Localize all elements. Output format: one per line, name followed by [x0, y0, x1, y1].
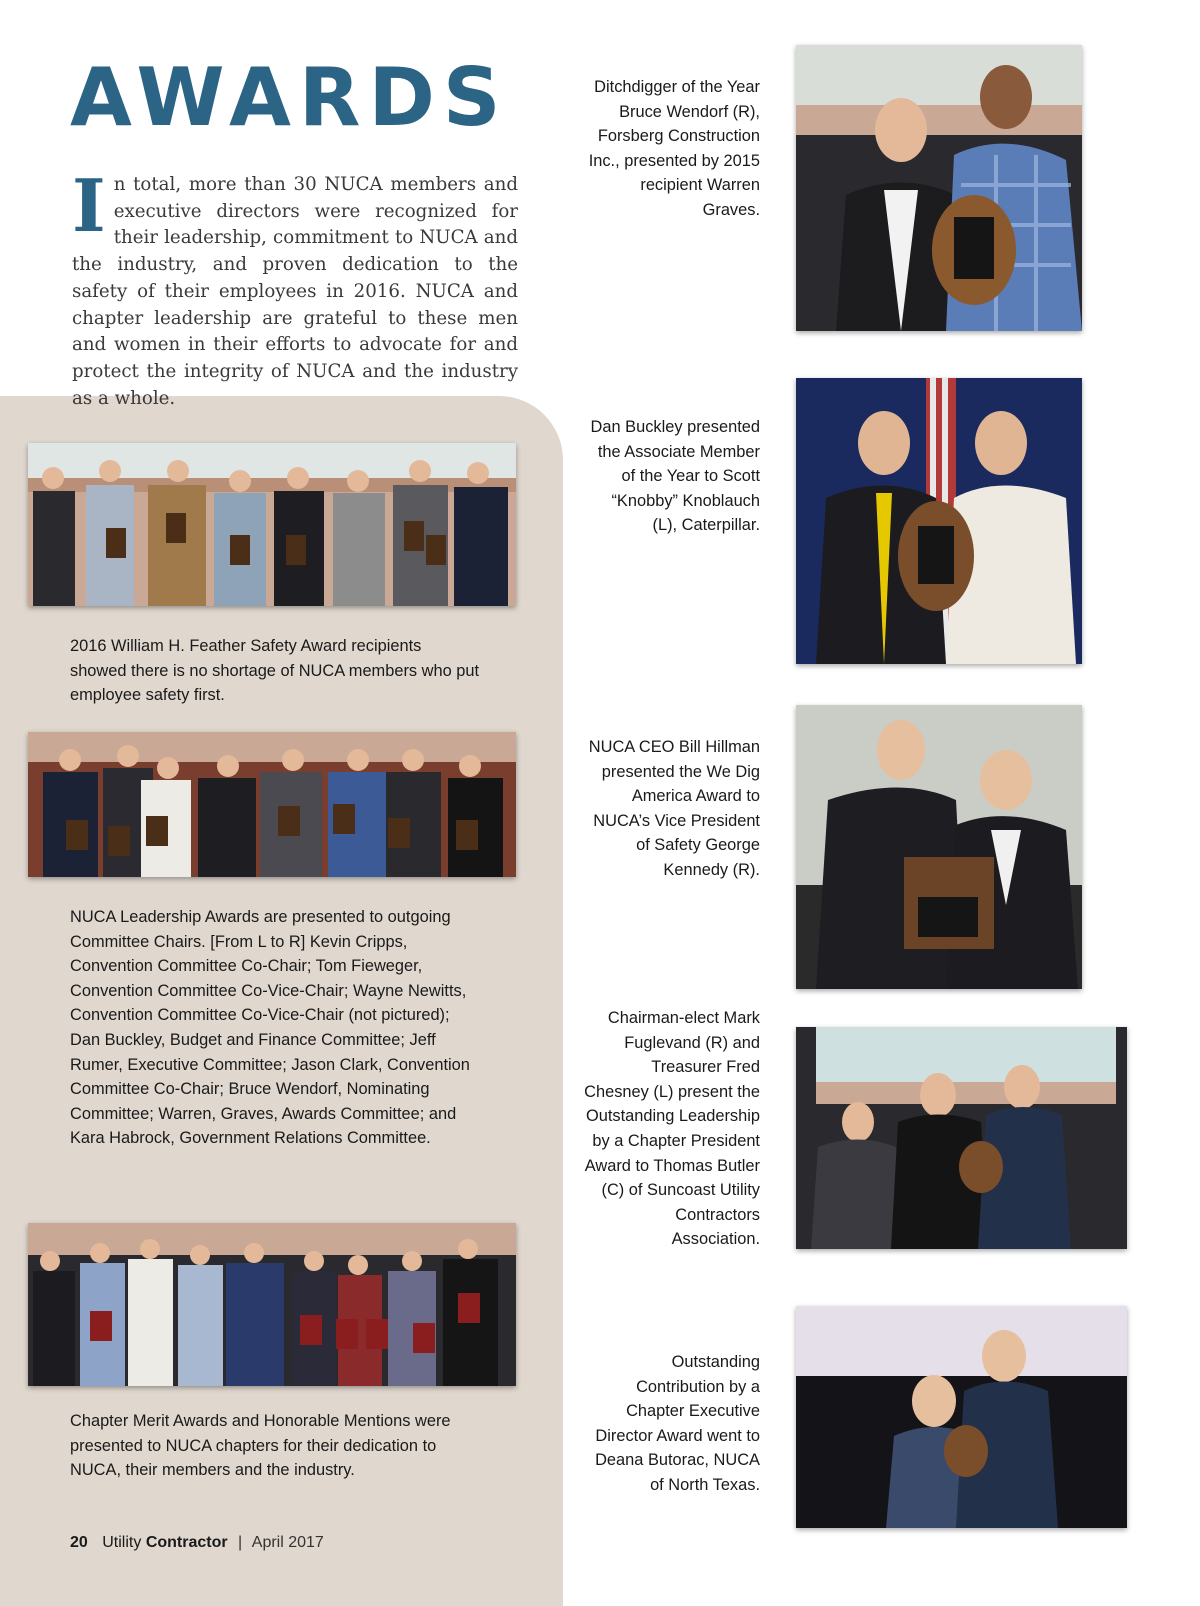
photo-leadership-awards-group [28, 732, 516, 877]
page-number: 20 [70, 1534, 88, 1551]
intro-text: n total, more than 30 NUCA members and executive directors were recognized for their leadership, commitment to NUCA and the industry, and proven dedication to the safety of their employees in 2016. NUCA and chapter leadership are grateful to these men and women in their efforts to advocate for and protect the integrity of NUCA and the industry as a whole. [72, 174, 518, 409]
caption-associate-member: Dan Buckley presented the Associate Member of the Year to Scott “Knobby” Knoblauch (L), Caterpillar. [590, 418, 760, 535]
photo-safety-award-group [28, 443, 516, 606]
caption-chapter-president: Chairman-elect Mark Fuglevand (R) and Treasurer Fred Chesney (L) present the Outstanding Leadership by a Chapter President Award to Thomas Butler (C) of Suncoast Utility Contractors Association. [584, 1009, 760, 1249]
footer-separator: | [238, 1534, 243, 1551]
photo-chapter-merit-group [28, 1223, 516, 1386]
photo-associate-member [796, 378, 1082, 664]
photo-executive-director [796, 1306, 1127, 1528]
photo-chapter-president [796, 1027, 1127, 1249]
photo-ditchdigger [796, 45, 1082, 331]
intro-dropcap: I [72, 163, 106, 248]
caption-ditchdigger: Ditchdigger of the Year Bruce Wendorf (R), Forsberg Construction Inc., presented by 2015 recipient Warren Graves. [588, 78, 760, 219]
magazine-name-regular: Utility [102, 1534, 142, 1551]
intro-paragraph [72, 163, 518, 412]
magazine-name-bold: Contractor [145, 1534, 228, 1551]
page-footer [70, 1534, 324, 1552]
photo-we-dig-america [796, 705, 1082, 989]
caption-we-dig-america: NUCA CEO Bill Hillman presented the We Dig America Award to NUCA’s Vice President of Safety George Kennedy (R). [588, 738, 760, 879]
page-title: AWARDS [70, 51, 509, 144]
issue-date: April 2017 [251, 1534, 324, 1551]
caption-chapter-merit: Chapter Merit Awards and Honorable Mentions were presented to NUCA chapters for their dedication to NUCA, their members and the industry. [70, 1412, 451, 1480]
caption-executive-director: Outstanding Contribution by a Chapter Executive Director Award went to Deana Butorac, NUCA of North Texas. [595, 1353, 760, 1494]
caption-safety-award: 2016 William H. Feather Safety Award recipients showed there is no shortage of NUCA members who put employee safety first. [70, 637, 480, 705]
caption-leadership-awards: NUCA Leadership Awards are presented to outgoing Committee Chairs. [From L to R] Kevin Cripps, Convention Committee Co-Chair; Tom Fieweger, Convention Committee Co-Vice-Chair; Wayne Newitts, Convention Committee Co-Vice-Chair (not pictured); Dan Buckley, Budget and Finance Committee; Jeff Rumer, Executive Committee; Jason Clark, Convention Committee Co-Chair; Bruce Wendorf, Nominating Committee; Warren, Graves, Awards Committee; and Kara Habrock, Government Relations Committee. [70, 908, 470, 1148]
